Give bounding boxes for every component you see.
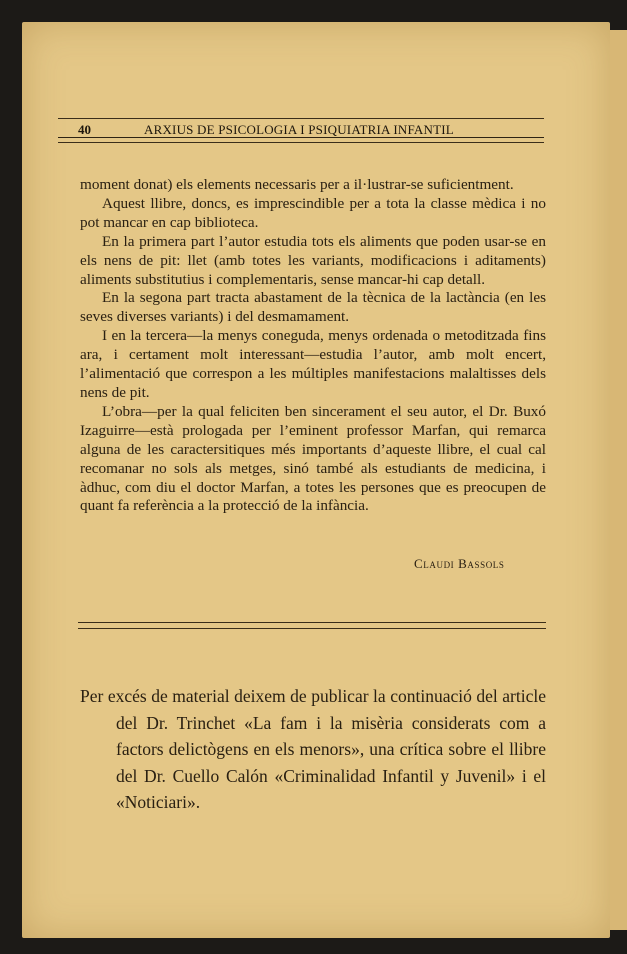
running-title: ARXIUS DE PSICOLOGIA I PSIQUIATRIA INFANTIL	[144, 122, 454, 137]
paragraph: L’obra—per la qual feliciten ben sincerament el seu autor, el Dr. Buxó Izaguirre—està prologada per l’eminent professor Marfan, qui remarca alguna de les caractersitiques més importants d’aqueste llibre, el cual cal recomanar no sols als metges, sinó també als estudiants de medicina, i àdhuc, com diu el doctor Marfan, a totes les persones que es preocupen de quant fa referència a la protecció de la infància.	[80, 402, 546, 515]
divider-rule	[78, 622, 546, 623]
author-signature: Claudi Bassols	[414, 556, 505, 571]
header-rule-bottom	[58, 137, 544, 138]
running-header	[58, 118, 544, 148]
paragraph: Aquest llibre, doncs, es imprescindible per a tota la classe mèdica i no pot mancar en cap biblioteca.	[80, 194, 546, 231]
review-body	[80, 176, 546, 516]
header-rule-top	[58, 118, 544, 119]
paragraph: I en la tercera—la menys coneguda, menys ordenada o metoditzada fins ara, i certament molt interessant—estudia l’autor, amb molt encert, l’alimentació que correspon a les múltiples manifestacions malaltisses dels nens de pit.	[80, 327, 546, 401]
section-divider	[78, 622, 546, 632]
page-number: 40	[78, 122, 91, 137]
paragraph: En la primera part l’autor estudia tots els aliments que poden usar-se en els nens de pit: llet (amb totes les variants, modificacions i aditaments) aliments substitutius i complementaris, sense mancar-hi cap detall.	[80, 232, 546, 288]
divider-rule-thin	[78, 628, 546, 629]
header-rule-bottom-thin	[58, 142, 544, 143]
paragraph: moment donat) els elements necessaris per a il·lustrar-se suficientment.	[80, 176, 514, 193]
paragraph: En la segona part tracta abastament de la tècnica de la lactància (en les seves diverses variants) i del desmamament.	[80, 289, 546, 326]
editorial-notice: Per excés de material deixem de publicar la continuació del article del Dr. Trinchet «La fam i la misèria considerats com a factors delictògens en els menors», una crítica sobre el llibre del Dr. Cuello Calón «Criminalidad Infantil y Juvenil» i el «Noticiari».	[80, 686, 546, 812]
